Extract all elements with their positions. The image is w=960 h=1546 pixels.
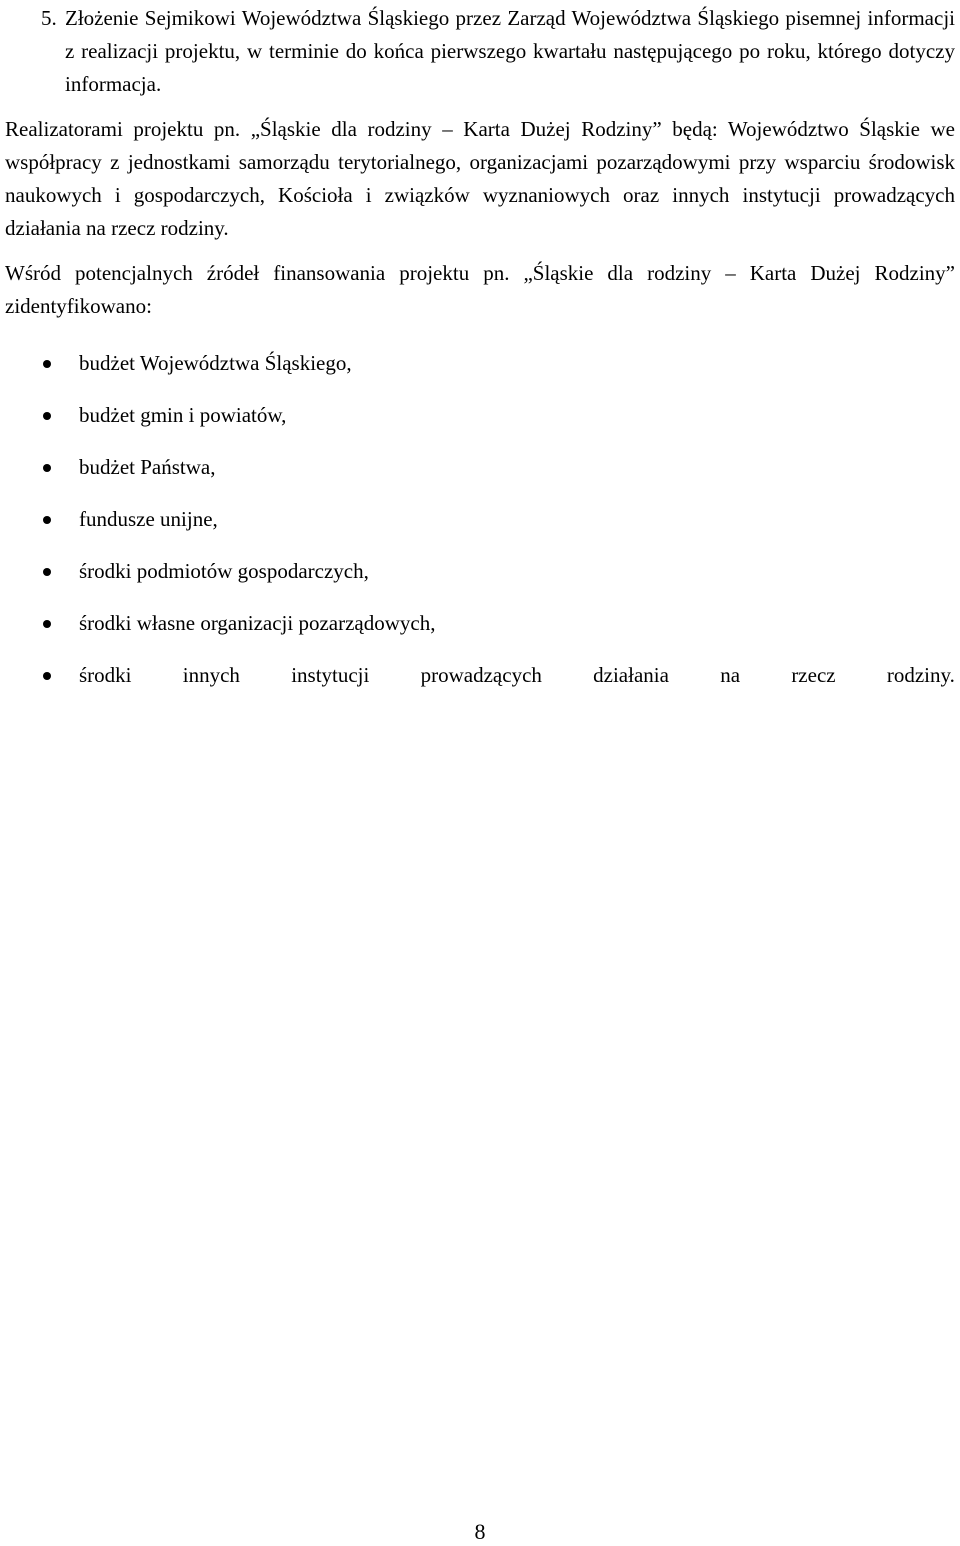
list-item-text-justified (79, 659, 955, 692)
bullet-icon (43, 360, 51, 368)
list-item (5, 607, 955, 640)
list-item-text: budżet gmin i powiatów, (79, 403, 287, 427)
bullet-icon (43, 412, 51, 420)
list-item (5, 555, 955, 588)
item-text: Złożenie Sejmikowi Województwa Śląskiego przez Zarząd Województwa Śląskiego pisemnej informacji z realizacji projektu, w terminie do końca pierwszego kwartału następującego po roku, którego dotyczy informacja. (65, 6, 955, 96)
bullet-icon (43, 620, 51, 628)
word: prowadzących (420, 663, 542, 687)
word: innych (182, 663, 240, 687)
word: rzecz (791, 663, 836, 687)
word: rodziny. (886, 663, 955, 687)
word: środki (79, 663, 132, 687)
document-page (5, 2, 955, 711)
paragraph-realizatorzy: Realizatorami projektu pn. „Śląskie dla rodziny – Karta Dużej Rodziny” będą: Województwo Śląskie we współpracy z jednostkami samorządu terytorialnego, organizacjami pozarządowymi przy wsparciu środowisk naukowych i gospodarczych, Kościoła i związków wyznaniowych oraz innych instytucji prowadzących działania na rzecz rodziny. (5, 117, 955, 240)
funding-sources-list (5, 347, 955, 692)
list-item (5, 503, 955, 536)
paragraph-zrodla-finansowania: Wśród potencjalnych źródeł finansowania projektu pn. „Śląskie dla rodziny – Karta Dużej Rodziny” zidentyfikowano: (5, 261, 955, 318)
list-item (5, 347, 955, 380)
bullet-icon (43, 464, 51, 472)
list-item (5, 399, 955, 432)
list-item (5, 451, 955, 484)
numbered-item-5 (5, 2, 955, 101)
list-item-text: budżet Województwa Śląskiego, (79, 351, 352, 375)
bullet-icon (43, 672, 51, 680)
word: instytucji (291, 663, 370, 687)
list-item-text: fundusze unijne, (79, 507, 218, 531)
word: na (720, 663, 741, 687)
list-item-text: środki podmiotów gospodarczych, (79, 559, 369, 583)
word: działania (593, 663, 669, 687)
item-number: 5. (41, 6, 57, 30)
bullet-icon (43, 516, 51, 524)
list-item-text: budżet Państwa, (79, 455, 216, 479)
list-item (5, 659, 955, 692)
list-item-text: środki własne organizacji pozarządowych, (79, 611, 436, 635)
page-number: 8 (474, 1519, 486, 1544)
bullet-icon (43, 568, 51, 576)
